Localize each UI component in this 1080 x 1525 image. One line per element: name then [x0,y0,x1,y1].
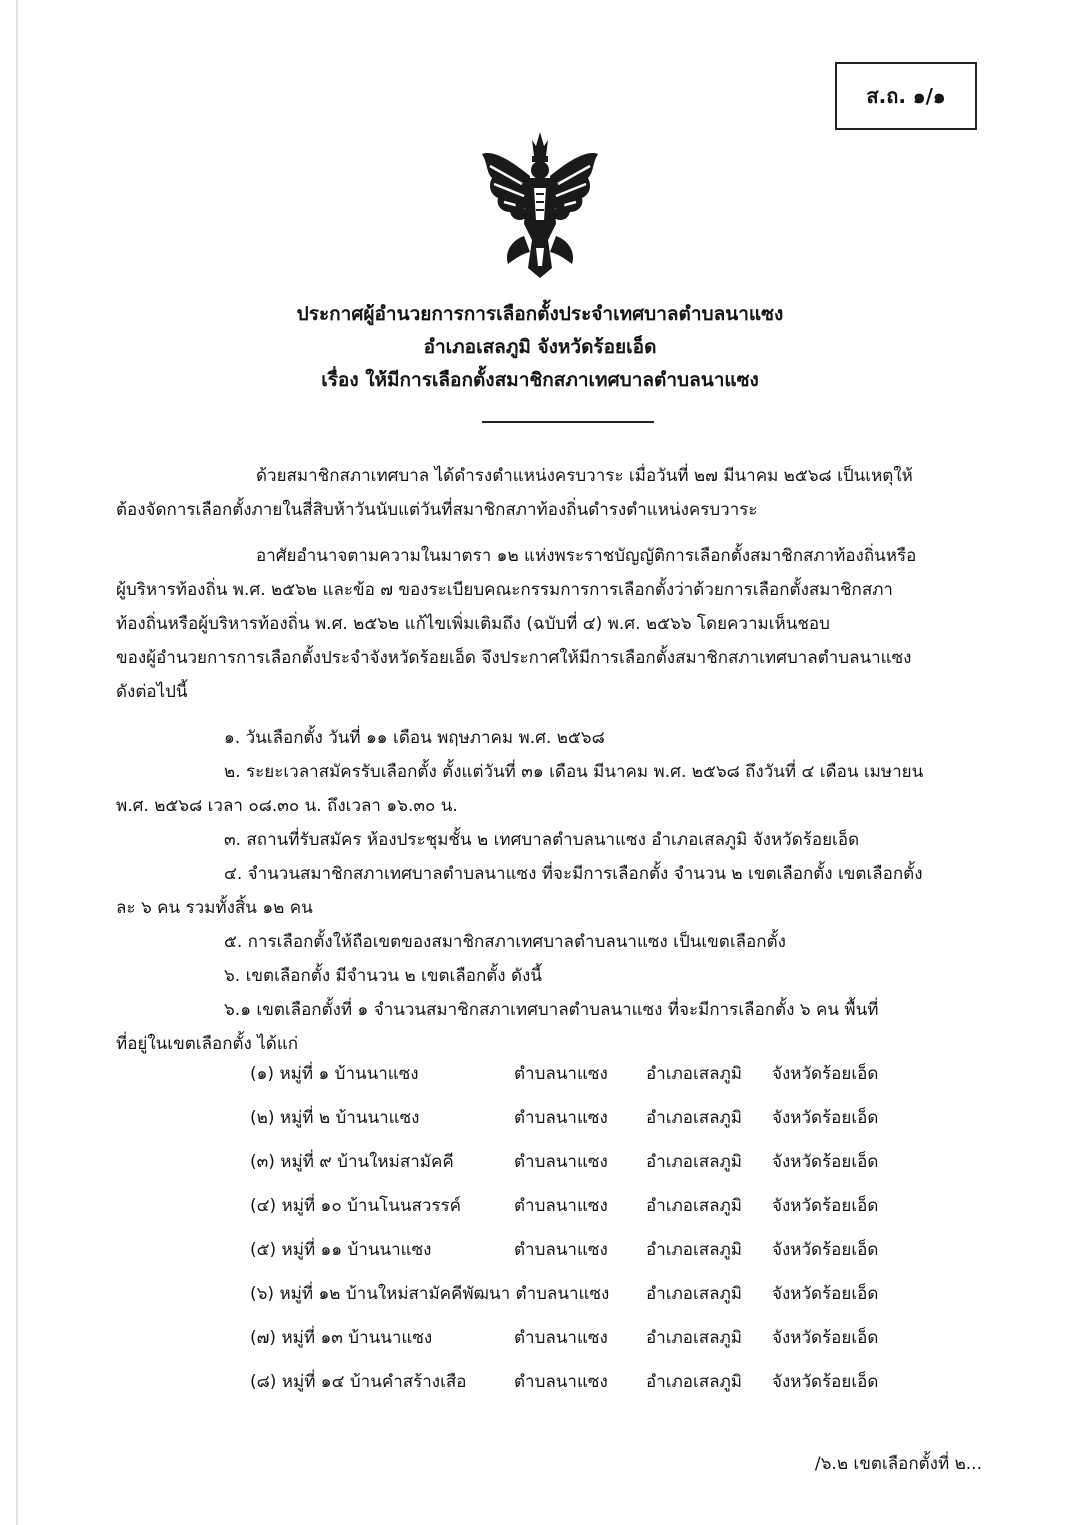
village-province: จังหวัดร้อยเอ็ด [772,1108,879,1128]
announcement-title [0,298,1080,397]
paragraph-2-line-4: ของผู้อำนวยการการเลือกตั้งประจำจังหวัดร้อยเอ็ด จึงประกาศให้มีการเลือกตั้งสมาชิกสภาเทศบาลตำบลนาแซง [116,648,912,668]
village-province: จังหวัดร้อยเอ็ด [772,1240,879,1260]
village-name: (๘) หมู่ที่ ๑๔ บ้านคำสร้างเสือ [250,1372,467,1392]
village-name: (๑) หมู่ที่ ๑ บ้านนาแซง [250,1064,419,1084]
item-6-1-line-1: ๖.๑ เขตเลือกตั้งที่ ๑ จำนวนสมาชิกสภาเทศบาลตำบลนาแซง ที่จะมีการเลือกตั้ง ๖ คน พื้นที่ [224,1000,879,1020]
village-tambon: ตำบลนาแซง [514,1152,608,1172]
title-line-2: อำเภอเสลภูมิ จังหวัดร้อยเอ็ด [423,336,657,358]
village-amphoe: อำเภอเสลภูมิ [646,1328,742,1348]
form-code: ส.ถ. ๑/๑ [866,84,946,108]
title-line-3: เรื่อง ให้มีการเลือกตั้งสมาชิกสภาเทศบาลตำบลนาแซง [321,369,759,391]
village-amphoe: อำเภอเสลภูมิ [646,1372,742,1392]
village-tambon: ตำบลนาแซง [514,1328,608,1348]
village-name: (๓) หมู่ที่ ๙ บ้านใหม่สามัคคี [250,1152,454,1172]
village-tambon: ตำบลนาแซง [514,1064,608,1084]
paragraph-2-line-5: ดังต่อไปนี้ [116,682,188,702]
item-4-line-1: ๔. จำนวนสมาชิกสภาเทศบาลตำบลนาแซง ที่จะมีการเลือกตั้ง จำนวน ๒ เขตเลือกตั้ง เขตเลือกตั้ง [224,864,923,884]
village-amphoe: อำเภอเสลภูมิ [646,1064,742,1084]
village-row [250,1228,950,1272]
item-6: ๖. เขตเลือกตั้ง มีจำนวน ๒ เขตเลือกตั้ง ดังนี้ [224,966,542,986]
paragraph-2-line-3: ท้องถิ่นหรือผู้บริหารท้องถิ่น พ.ศ. ๒๕๖๒ แก้ไขเพิ่มเติมถึง (ฉบับที่ ๔) พ.ศ. ๒๕๖๖ โดยความเห็นชอบ [116,614,830,634]
village-row [250,1272,950,1316]
village-amphoe: อำเภอเสลภูมิ [646,1108,742,1128]
village-row [250,1184,950,1228]
village-list [250,1052,950,1404]
title-divider [482,421,654,423]
item-6-1-line-2: ที่อยู่ในเขตเลือกตั้ง ได้แก่ [116,1034,299,1054]
item-3: ๓. สถานที่รับสมัคร ห้องประชุมชั้น ๒ เทศบาลตำบลนาแซง อำเภอเสลภูมิ จังหวัดร้อยเอ็ด [224,830,860,850]
item-5: ๕. การเลือกตั้งให้ถือเขตของสมาชิกสภาเทศบาลตำบลนาแซง เป็นเขตเลือกตั้ง [224,932,786,952]
item-2-line-1: ๒. ระยะเวลาสมัครรับเลือกตั้ง ตั้งแต่วันที่ ๓๑ เดือน มีนาคม พ.ศ. ๒๕๖๘ ถึงวันที่ ๔ เดือน เมษายน [224,762,924,782]
village-amphoe: อำเภอเสลภูมิ [646,1152,742,1172]
village-province: จังหวัดร้อยเอ็ด [772,1196,879,1216]
village-amphoe: อำเภอเสลภูมิ [646,1196,742,1216]
paragraph-2-line-1: อาศัยอำนาจตามความในมาตรา ๑๒ แห่งพระราชบัญญัติการเลือกตั้งสมาชิกสภาท้องถิ่นหรือ [256,546,917,566]
village-tambon: ตำบลนาแซง [514,1240,608,1260]
village-amphoe: อำเภอเสลภูมิ [646,1240,742,1260]
continuation-note: /๖.๒ เขตเลือกตั้งที่ ๒... [814,1454,982,1474]
village-name: (๗) หมู่ที่ ๑๓ บ้านนาแซง [250,1328,433,1348]
paragraph-1-line-1: ด้วยสมาชิกสภาเทศบาล ได้ดำรงตำแหน่งครบวาระ เมื่อวันที่ ๒๗ มีนาคม ๒๕๖๘ เป็นเหตุให้ [256,466,913,486]
village-name: (๕) หมู่ที่ ๑๑ บ้านนาแซง [250,1240,432,1260]
village-row [250,1052,950,1096]
village-name: (๖) หมู่ที่ ๑๒ บ้านใหม่สามัคคีพัฒนา ตำบลนาแซง [250,1284,610,1304]
village-row [250,1360,950,1404]
scan-edge [16,0,18,1525]
village-name: (๒) หมู่ที่ ๒ บ้านนาแซง [250,1108,420,1128]
village-tambon: ตำบลนาแซง [514,1372,608,1392]
item-2-line-2: พ.ศ. ๒๕๖๘ เวลา ๐๘.๓๐ น. ถึงเวลา ๑๖.๓๐ น. [116,796,458,816]
village-tambon: ตำบลนาแซง [514,1108,608,1128]
village-name: (๔) หมู่ที่ ๑๐ บ้านโนนสวรรค์ [250,1196,462,1216]
paragraph-2-line-2: ผู้บริหารท้องถิ่น พ.ศ. ๒๕๖๒ และข้อ ๗ ของระเบียบคณะกรรมการการเลือกตั้งว่าด้วยการเลือกตั้งสมาชิกสภา [116,580,893,600]
village-province: จังหวัดร้อยเอ็ด [772,1064,879,1084]
garuda-emblem-icon [478,128,602,280]
village-province: จังหวัดร้อยเอ็ด [772,1328,879,1348]
title-line-1: ประกาศผู้อำนวยการการเลือกตั้งประจำเทศบาลตำบลนาแซง [296,303,784,325]
village-province: จังหวัดร้อยเอ็ด [772,1372,879,1392]
village-amphoe: อำเภอเสลภูมิ [646,1284,742,1304]
village-province: จังหวัดร้อยเอ็ด [772,1152,879,1172]
village-tambon: ตำบลนาแซง [514,1196,608,1216]
announcement-body [116,459,982,1061]
village-row [250,1096,950,1140]
village-row [250,1316,950,1360]
village-row [250,1140,950,1184]
paragraph-1-line-2: ต้องจัดการเลือกตั้งภายในสี่สิบห้าวันนับแต่วันที่สมาชิกสภาท้องถิ่นดำรงตำแหน่งครบวาระ [116,500,758,520]
item-1: ๑. วันเลือกตั้ง วันที่ ๑๑ เดือน พฤษภาคม พ.ศ. ๒๕๖๘ [224,728,605,748]
village-province: จังหวัดร้อยเอ็ด [772,1284,879,1304]
form-code-box [835,62,977,130]
item-4-line-2: ละ ๖ คน รวมทั้งสิ้น ๑๒ คน [116,898,313,918]
